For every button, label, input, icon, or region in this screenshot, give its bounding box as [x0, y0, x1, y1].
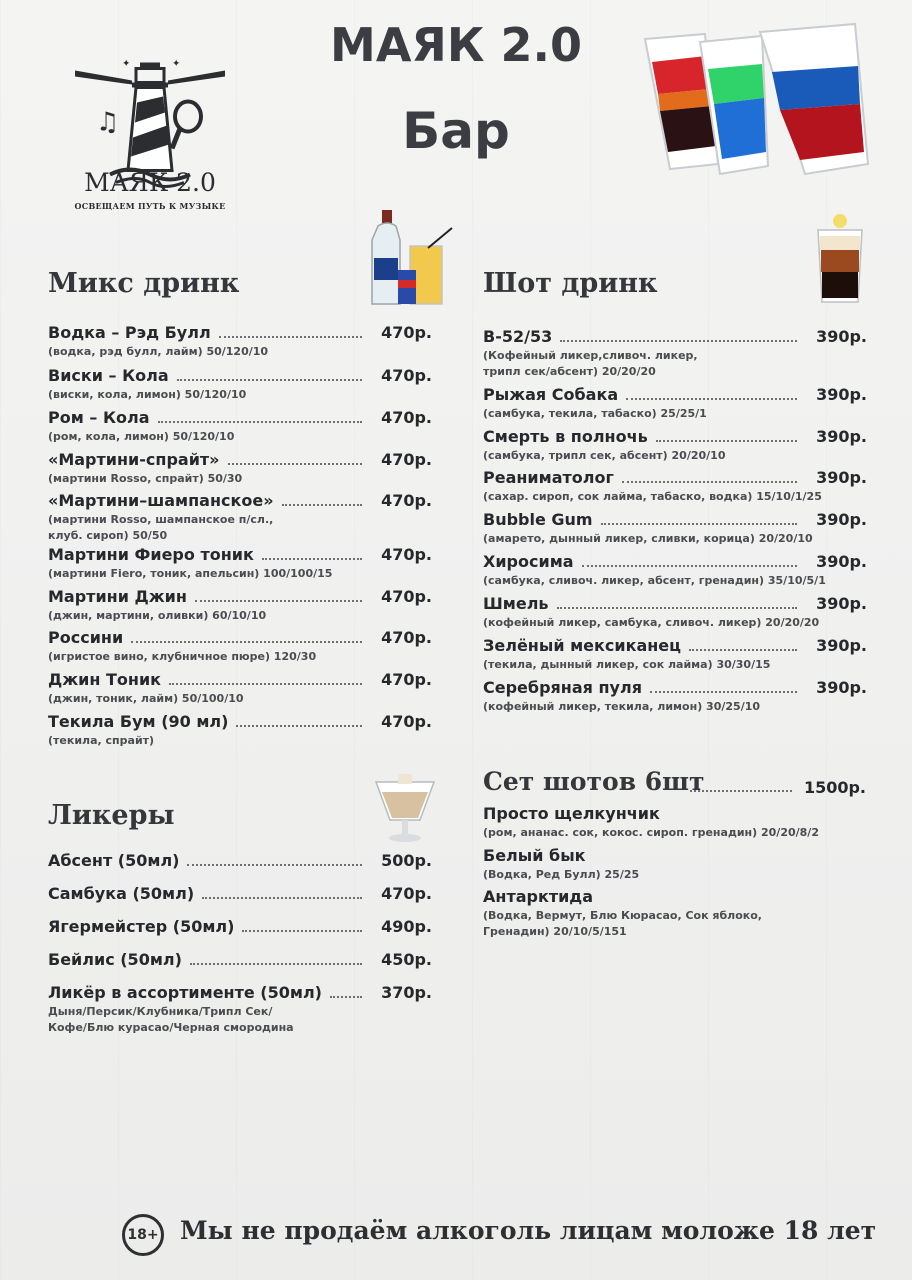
- dot-leader: [187, 864, 362, 866]
- age-18-badge: 18+: [122, 1214, 164, 1256]
- mix-drink-item-description: [48, 471, 242, 487]
- mix-drink-item: [48, 366, 432, 401]
- shot-drink-item: [483, 510, 867, 545]
- age-notice: Мы не продаём алкоголь лицам моложе 18 лет: [180, 1216, 877, 1245]
- liqueur-item-price: 470р.: [381, 884, 432, 903]
- description-line: (Кофейный ликер,сливоч. ликер,: [483, 349, 698, 362]
- description-line: (самбука, сливоч. ликер, абсент, гренадин) 35/10/5/1: [483, 574, 826, 587]
- mix-drink-item-description: [48, 733, 154, 749]
- description-line: (мартини Fiero, тоник, апельсин) 100/100/15: [48, 567, 333, 580]
- cream-liqueur-glass-icon: [374, 772, 436, 844]
- page-title: МАЯК 2.0: [330, 18, 582, 72]
- mix-drink-item-description: [48, 429, 234, 445]
- mix-drink-item-price: 470р.: [381, 323, 432, 342]
- liqueur-item-price: 500р.: [381, 851, 432, 870]
- mix-drink-item-name: Ром – Кола: [48, 408, 150, 427]
- description-line: клуб. сироп) 50/50: [48, 529, 168, 542]
- set-dot-leader: [690, 790, 792, 792]
- shot-drink-item: [483, 385, 867, 420]
- mix-drink-item-description: [48, 649, 316, 665]
- dot-leader: [228, 463, 362, 465]
- set-shot-item: [483, 887, 867, 938]
- mix-drink-item-description: [48, 608, 266, 624]
- set-shot-item-description: [483, 908, 762, 940]
- set-shot-item-description: [483, 825, 819, 841]
- svg-text:♫: ♫: [96, 107, 120, 138]
- shot-drink-item-name: Рыжая Собака: [483, 385, 619, 404]
- description-line: (самбука, текила, табаско) 25/25/1: [483, 407, 707, 420]
- shot-drink-item-price: 390р.: [816, 468, 867, 487]
- description-line: (мартини Rosso, шампанское п/сл.,: [48, 513, 274, 526]
- dot-leader: [177, 379, 362, 381]
- mix-drink-item-price: 470р.: [381, 366, 432, 385]
- liqueur-item-name: Самбука (50мл): [48, 884, 195, 903]
- mix-drink-item-price: 470р.: [381, 628, 432, 647]
- liqueur-item-price: 490р.: [381, 917, 432, 936]
- shot-drink-item: [483, 678, 867, 713]
- dot-leader: [158, 421, 362, 423]
- description-line: (амарето, дынный ликер, сливки, корица) 20/20/10: [483, 532, 813, 545]
- dot-leader: [582, 565, 797, 567]
- set-shot-item-name: Просто щелкунчик: [483, 804, 660, 823]
- description-line: Дыня/Персик/Клубника/Трипл Сек/: [48, 1005, 273, 1018]
- shot-drink-item-price: 390р.: [816, 427, 867, 446]
- description-line: Кофе/Блю курасао/Черная смородина: [48, 1021, 294, 1034]
- mix-drink-item-description: [48, 691, 244, 707]
- set-shot-item-name: Белый бык: [483, 846, 586, 865]
- liqueur-item: [48, 983, 432, 1034]
- shot-drink-item-description: [483, 448, 725, 464]
- liqueur-item-name: Ликёр в ассортименте (50мл): [48, 983, 322, 1002]
- shot-drink-item: [483, 594, 867, 629]
- dot-leader: [219, 336, 362, 338]
- description-line: (Водка, Ред Булл) 25/25: [483, 868, 640, 881]
- shot-drink-item: [483, 636, 867, 671]
- dot-leader: [262, 558, 362, 560]
- mix-drink-item: [48, 587, 432, 622]
- mix-drink-item-name: Текила Бум (90 мл): [48, 712, 229, 731]
- shot-drink-item-description: [483, 573, 826, 589]
- dot-leader: [689, 649, 797, 651]
- set-shot-item-description: [483, 867, 639, 883]
- description-line: Гренадин) 20/10/5/151: [483, 925, 627, 938]
- mix-drink-item-description: [48, 566, 332, 582]
- mix-drink-item-name: Мартини Фиеро тоник: [48, 545, 254, 564]
- description-line: (ром, ананас. сок, кокос. сироп. гренадин) 20/20/8/2: [483, 826, 819, 839]
- set-title: Сет шотов 6шт: [483, 767, 705, 796]
- shot-drink-item-description: [483, 406, 707, 422]
- shot-drink-item-name: Смерть в полночь: [483, 427, 648, 446]
- svg-text:✦: ✦: [122, 58, 131, 70]
- description-line: (Водка, Вермут, Блю Кюрасао, Сок яблоко,: [483, 909, 762, 922]
- shot-drink-item: [483, 327, 867, 378]
- mix-drink-item: [48, 450, 432, 485]
- mix-drink-item-name: Виски – Кола: [48, 366, 169, 385]
- mix-drink-item: [48, 670, 432, 705]
- mix-drink-item: [48, 323, 432, 358]
- shot-drink-item-description: [483, 531, 813, 547]
- shot-drink-item-name: Зелёный мексиканец: [483, 636, 681, 655]
- mix-drink-item-name: Россини: [48, 628, 124, 647]
- liqueur-item-description: [48, 1004, 294, 1036]
- shot-drink-item-name: Хиросима: [483, 552, 574, 571]
- mix-drink-item-price: 470р.: [381, 408, 432, 427]
- set-price: 1500р.: [803, 778, 866, 797]
- mix-drink-item-name: «Мартини-спрайт»: [48, 450, 220, 469]
- shot-drink-item-price: 390р.: [816, 594, 867, 613]
- mix-drink-item-price: 470р.: [381, 587, 432, 606]
- dot-leader: [195, 600, 362, 602]
- dot-leader: [330, 996, 362, 998]
- mix-drink-item: [48, 491, 432, 542]
- section-title-mix: Микс дринк: [48, 268, 240, 299]
- description-line: (кофейный ликер, самбука, сливоч. ликер) 20/20/20: [483, 616, 820, 629]
- dot-leader: [557, 607, 797, 609]
- dot-leader: [560, 340, 797, 342]
- mix-drink-item: [48, 712, 432, 747]
- shot-drink-item: [483, 427, 867, 462]
- mix-drink-item-name: «Мартини–шампанское»: [48, 491, 274, 510]
- mix-drink-item-price: 470р.: [381, 712, 432, 731]
- description-line: (игристое вино, клубничное пюре) 120/30: [48, 650, 317, 663]
- section-title-shots: Шот дринк: [483, 268, 658, 299]
- shot-drink-item-price: 390р.: [816, 385, 867, 404]
- mix-drink-item-name: Джин Тоник: [48, 670, 162, 689]
- layered-shot-glass-icon: [814, 212, 866, 306]
- liqueur-item: [48, 950, 432, 970]
- set-shot-item-name: Антарктида: [483, 887, 594, 906]
- shot-drink-item-price: 390р.: [816, 510, 867, 529]
- set-shot-item: [483, 846, 867, 881]
- set-shot-item: [483, 804, 867, 839]
- logo-name: МАЯК 2.0: [84, 168, 216, 197]
- dot-leader: [190, 963, 362, 965]
- vodka-redbull-icon: [366, 208, 456, 308]
- dot-leader: [242, 930, 362, 932]
- shot-drink-item-price: 390р.: [816, 678, 867, 697]
- mix-drink-item-price: 470р.: [381, 670, 432, 689]
- shot-drink-item-name: Реаниматолог: [483, 468, 614, 487]
- liqueur-item-price: 370р.: [381, 983, 432, 1002]
- mix-drink-item-description: [48, 387, 246, 403]
- liqueur-item-price: 450р.: [381, 950, 432, 969]
- mix-drink-item: [48, 408, 432, 443]
- section-title-liqueurs: Ликеры: [48, 800, 175, 831]
- description-line: (текила, дынный ликер, сок лайма) 30/30/15: [483, 658, 771, 671]
- dot-leader: [202, 897, 362, 899]
- dot-leader: [626, 398, 797, 400]
- description-line: (текила, спрайт): [48, 734, 155, 747]
- dot-leader: [131, 641, 362, 643]
- description-line: (кофейный ликер, текила, лимон) 30/25/10: [483, 700, 761, 713]
- description-line: (сахар. сироп, сок лайма, табаско, водка) 15/10/1/25: [483, 490, 822, 503]
- dot-leader: [650, 691, 797, 693]
- mix-drink-item-description: [48, 512, 273, 544]
- description-line: (джин, мартини, оливки) 60/10/10: [48, 609, 267, 622]
- description-line: (водка, рэд булл, лайм) 50/120/10: [48, 345, 269, 358]
- mix-drink-item-price: 470р.: [381, 491, 432, 510]
- description-line: (виски, кола, лимон) 50/120/10: [48, 388, 247, 401]
- shot-drink-item-description: [483, 489, 822, 505]
- liqueur-item-name: Абсент (50мл): [48, 851, 180, 870]
- shot-drink-item-name: Серебряная пуля: [483, 678, 642, 697]
- mix-drink-item-price: 470р.: [381, 450, 432, 469]
- svg-text:✦: ✦: [172, 58, 181, 70]
- mix-drink-item: [48, 545, 432, 580]
- description-line: (джин, тоник, лайм) 50/100/10: [48, 692, 244, 705]
- logo-tagline: ОСВЕЩАЕМ ПУТЬ К МУЗЫКЕ: [74, 201, 226, 211]
- mix-drink-item-description: [48, 344, 268, 360]
- shot-drink-item-description: [483, 657, 770, 673]
- shot-drink-item: [483, 552, 867, 587]
- dot-leader: [601, 523, 797, 525]
- shot-drink-item-description: [483, 699, 760, 715]
- dot-leader: [656, 440, 797, 442]
- shot-drink-item: [483, 468, 867, 503]
- liqueur-item-name: Бейлис (50мл): [48, 950, 182, 969]
- shot-drink-item-name: Шмель: [483, 594, 549, 613]
- dot-leader: [236, 725, 362, 727]
- description-line: (ром, кола, лимон) 50/120/10: [48, 430, 235, 443]
- shot-drink-item-price: 390р.: [816, 636, 867, 655]
- dot-leader: [622, 481, 797, 483]
- liqueur-item-name: Ягермейстер (50мл): [48, 917, 235, 936]
- mix-drink-item-price: 470р.: [381, 545, 432, 564]
- shot-drink-item-price: 390р.: [816, 552, 867, 571]
- dot-leader: [282, 504, 362, 506]
- description-line: (самбука, трипл сек, абсент) 20/20/10: [483, 449, 726, 462]
- dot-leader: [169, 683, 362, 685]
- shot-drink-item-name: Bubble Gum: [483, 510, 593, 529]
- shot-drink-item-description: [483, 348, 698, 380]
- liqueur-item: [48, 884, 432, 904]
- shot-drink-item-name: B-52/53: [483, 327, 553, 346]
- page-subtitle: Бар: [402, 102, 510, 160]
- mix-drink-item: [48, 628, 432, 663]
- shot-drink-item-description: [483, 615, 819, 631]
- mix-drink-item-name: Водка – Рэд Булл: [48, 323, 211, 342]
- liqueur-item: [48, 851, 432, 871]
- mix-drink-item-name: Мартини Джин: [48, 587, 187, 606]
- liqueur-item: [48, 917, 432, 937]
- layered-shots-icon: [640, 14, 875, 184]
- description-line: трипл сек/абсент) 20/20/20: [483, 365, 656, 378]
- description-line: (мартини Rosso, спрайт) 50/30: [48, 472, 243, 485]
- shot-drink-item-price: 390р.: [816, 327, 867, 346]
